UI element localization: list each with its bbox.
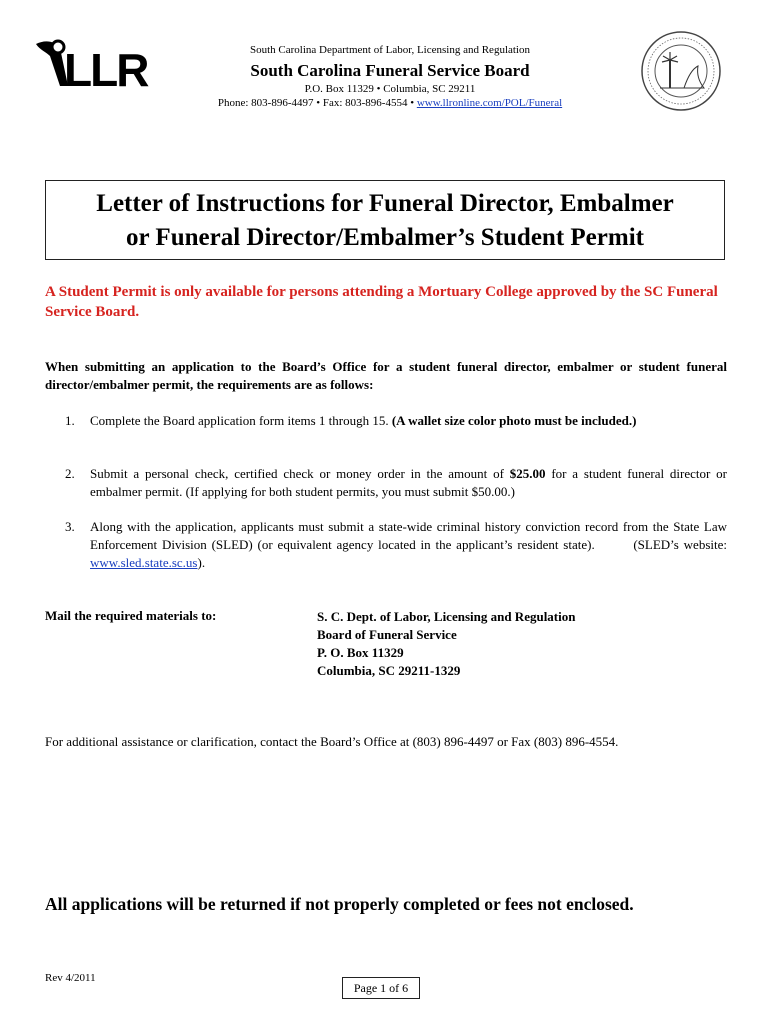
mailing-address — [317, 608, 575, 680]
board-address: P.O. Box 11329 • Columbia, SC 29211 — [304, 83, 476, 95]
contact-line — [180, 97, 600, 111]
website-link[interactable]: www.llronline.com/POL/Funeral — [416, 96, 563, 109]
item-text: for a student funeral director or embalmer permit. (If applying for both student permits, you must submit $50.00.) — [90, 466, 727, 499]
item-text: Complete the Board application form items 1 through 15. — [90, 413, 392, 428]
llr-logo — [34, 38, 179, 94]
return-warning: All applications will be returned if not properly completed or fees not enclosed. — [45, 894, 634, 914]
board-name: South Carolina Funeral Service Board — [250, 60, 530, 80]
intro-paragraph: When submitting an application to the Board’s Office for a student funeral director, embalmer or student funeral director/embalmer permit, the requirements are as follows: — [45, 359, 727, 392]
item-text: ). — [197, 555, 206, 570]
item-number: 2. — [65, 466, 75, 481]
address-line: S. C. Dept. of Labor, Licensing and Regulation — [317, 609, 576, 624]
fee-amount: $25.00 — [509, 466, 546, 481]
revision-date: Rev 4/2011 — [45, 972, 96, 984]
document-title — [45, 180, 725, 260]
item-text: Submit a personal check, certified check or money order in the amount of — [90, 466, 510, 481]
letterhead — [180, 44, 600, 111]
mail-label: Mail the required materials to: — [45, 608, 217, 623]
address-line: Board of Funeral Service — [317, 627, 457, 642]
title-line-1: Letter of Instructions for Funeral Director, Embalmer — [96, 190, 674, 217]
department-name: South Carolina Department of Labor, Licensing and Regulation — [250, 44, 530, 56]
requirement-item — [65, 518, 731, 572]
phone-fax: Phone: 803-896-4497 • Fax: 803-896-4554 • — [217, 96, 417, 109]
address-line: P. O. Box 11329 — [317, 645, 404, 660]
logo-text: LLR — [64, 44, 148, 94]
requirement-item — [65, 465, 727, 501]
item-text: Along with the application, applicants must submit a state-wide criminal history conviction record from the State Law Enforcement Division (SLED) (or equivalent agency located in the applicant’s resident state). (SLED’s website: — [90, 519, 731, 552]
assistance-paragraph: For additional assistance or clarification, contact the Board’s Office at (803) 896-4497 or Fax (803) 896-4554. — [45, 734, 619, 749]
item-number: 1. — [65, 413, 75, 428]
state-seal — [640, 30, 722, 112]
page-number: Page 1 of 6 — [342, 977, 420, 999]
student-permit-notice: A Student Permit is only available for persons attending a Mortuary College approved by the SC Funeral Service Board. — [45, 284, 718, 320]
item-number: 3. — [65, 519, 75, 534]
address-line: Columbia, SC 29211-1329 — [317, 663, 461, 678]
title-line-2: or Funeral Director/Embalmer’s Student Permit — [126, 224, 644, 251]
photo-requirement: (A wallet size color photo must be included.) — [391, 413, 637, 428]
sled-website-link[interactable]: www.sled.state.sc.us — [90, 555, 198, 570]
requirement-item — [65, 412, 727, 430]
